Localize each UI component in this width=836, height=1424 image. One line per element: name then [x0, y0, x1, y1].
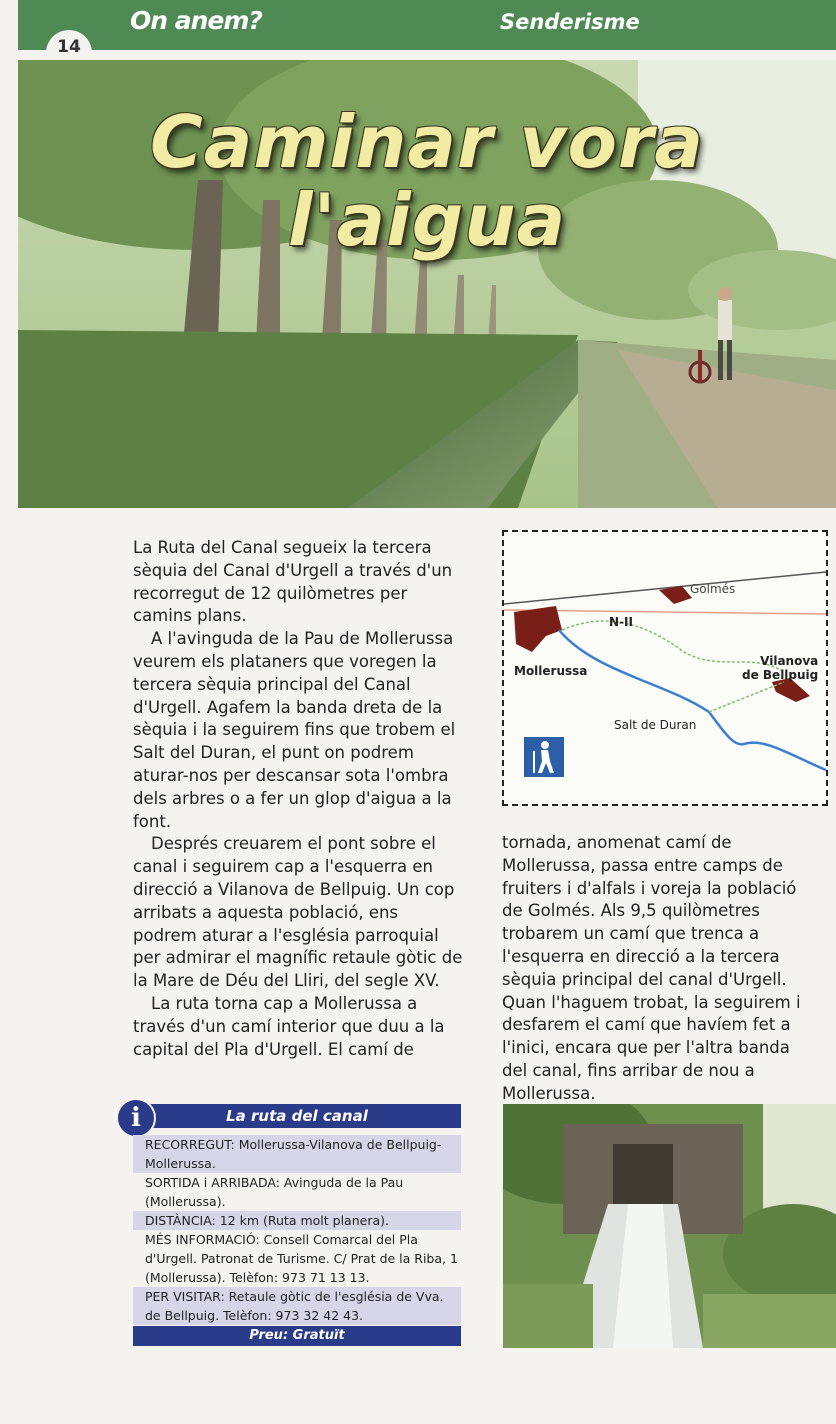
header-band [18, 0, 836, 50]
map-label-vilanova-1: Vilanova [760, 654, 819, 668]
info-route: RECORREGUT: Mollerussa-Vilanova de Bellpuig-Mollerussa. [133, 1135, 461, 1173]
info-start: SORTIDA i ARRIBADA: Avinguda de la Pau (Mollerussa). [145, 1175, 404, 1209]
weir-photo [503, 1104, 836, 1348]
map-label-mollerussa: Mollerussa [514, 664, 588, 678]
section-title: Senderisme [500, 10, 640, 34]
paragraph-3: Després creuarem el pont sobre el canal i seguirem cap a l'esquerra en direcció a Vilanova de Bellpuig. Un cop arribats a aquesta població, ens podrem aturar a l'església parroquial per admirar el magnífic retaule gòtic de la Mare de Déu del Lliri, del segle XV. [133, 834, 463, 991]
map-label-road: N-II [609, 615, 633, 629]
paragraph-intro: La Ruta del Canal segueix la tercera sèquia del Canal d'Urgell a través d'un recorregut de 12 quilòmetres per camins plans. [133, 538, 453, 626]
paragraph-5: tornada, anomenat camí de Mollerussa, passa entre camps de fruiters i d'alfals i voreja la població de Golmés. Als 9,5 quilòmetres trobarem un camí que trenca a l'esquerra en direcció a la tercera sèquia principal del canal d'Urgell. Quan l'haguem trobat, la seguirem i desfarem el camí que havíem fet a l'inici, encara que per l'altra banda del canal, fins arribar de nou a Mollerussa. [502, 833, 801, 1103]
hero-photo [18, 60, 836, 508]
map-label-salt-de-duran: Salt de Duran [614, 718, 697, 732]
weir-illustration [503, 1104, 836, 1348]
headline-line2: l'aigua [287, 178, 567, 262]
article-column-1 [133, 537, 463, 1061]
info-visit: PER VISITAR: Retaule gòtic de l'església de Vva. de Bellpuig. Telèfon: 973 32 42 43. [133, 1287, 461, 1325]
info-distance: DISTÀNCIA: 12 km (Ruta molt planera). [133, 1211, 461, 1230]
page-number: 14 [46, 30, 92, 60]
headline-line1: Caminar vora [149, 100, 705, 184]
map-label-vilanova-2: de Bellpuig [742, 668, 819, 682]
info-more: MÉS INFORMACIÓ: Consell Comarcal del Pla d'Urgell. Patronat de Turisme. C/ Prat de la Riba, 1 (Mollerussa). Telèfon: 973 71 13 13. [145, 1232, 458, 1285]
hiker-icon [524, 737, 564, 777]
article-column-2 [502, 832, 820, 1106]
map-label-golmes: Golmés [690, 582, 736, 596]
info-icon: i [116, 1098, 156, 1138]
brand-title: On anem? [130, 6, 262, 35]
info-box-title: La ruta del canal [133, 1104, 461, 1128]
map-label-vilanova [742, 654, 818, 682]
route-map [502, 530, 828, 806]
paragraph-4: La ruta torna cap a Mollerussa a través d'un camí interior que duu a la capital del Pla d'Urgell. El camí de [133, 993, 445, 1059]
info-box-price: Preu: Gratuït [133, 1326, 461, 1346]
info-box [133, 1135, 461, 1325]
paragraph-2: A l'avinguda de la Pau de Mollerussa veurem els plataners que voregen la tercera sèquia principal del Canal d'Urgell. Agafem la banda dreta de la sèquia i la seguirem fins que trobem el Salt del Duran, el punt on podrem aturar-nos per descansar sota l'ombra dels arbres o a fer un glop d'aigua a la font. [133, 629, 456, 831]
